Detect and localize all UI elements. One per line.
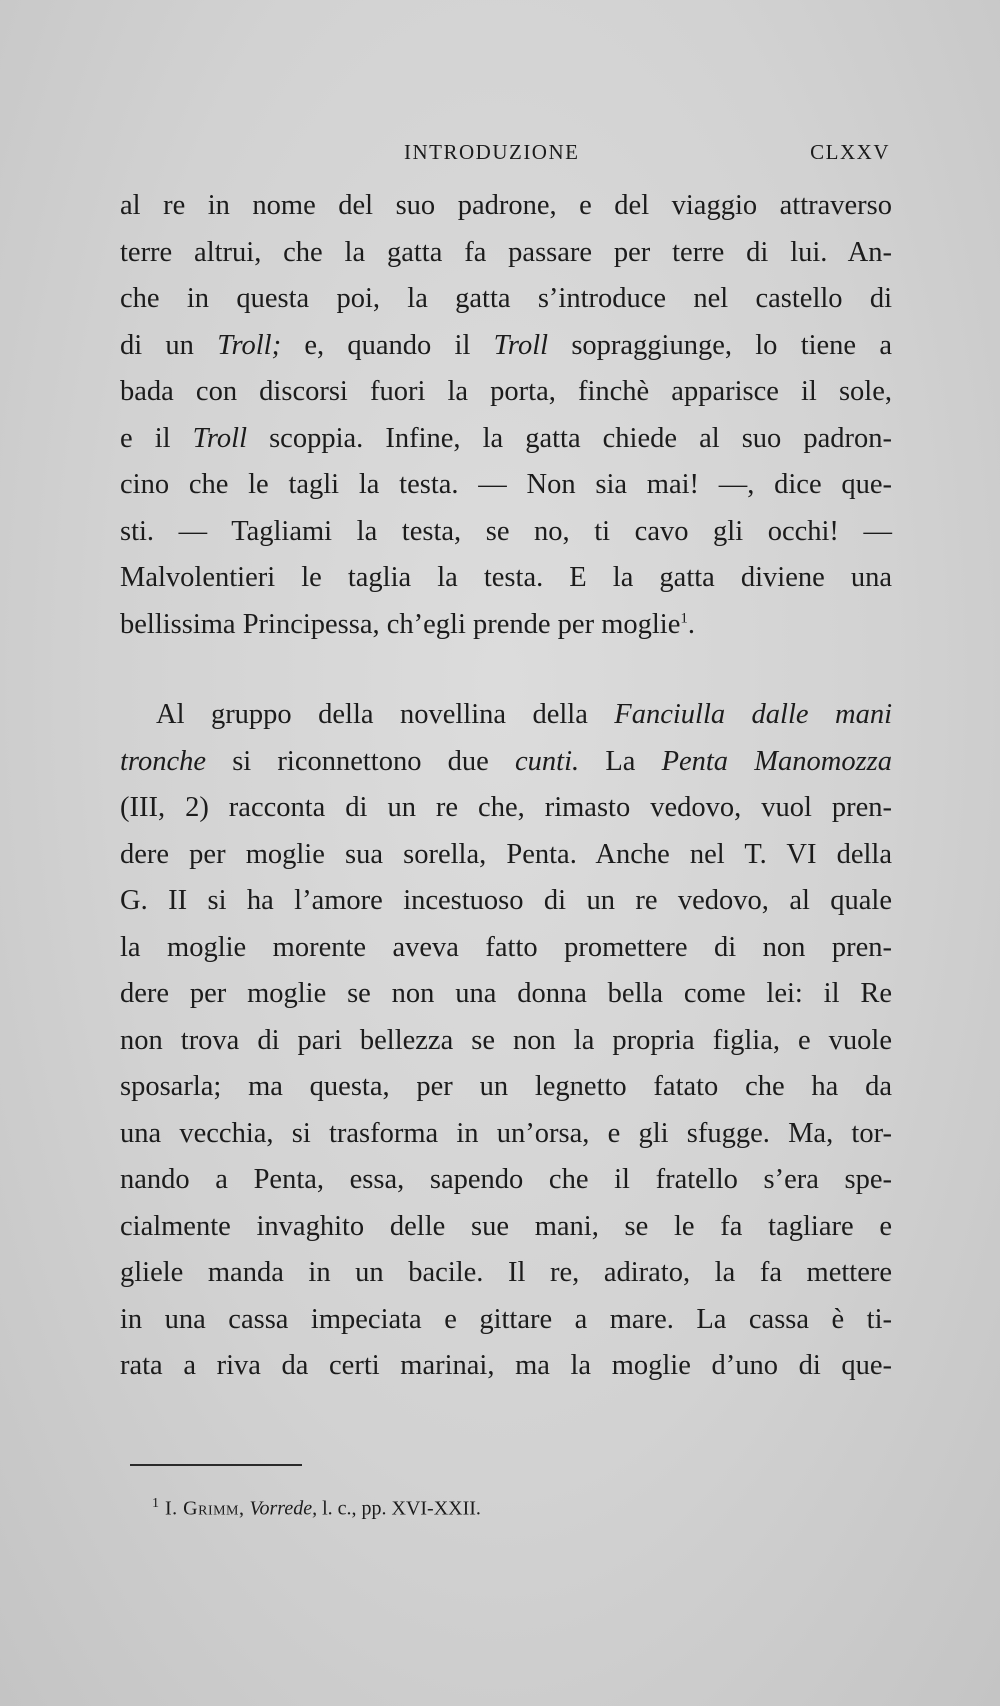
italic-term: tronche xyxy=(120,745,207,777)
text-line: (III, 2) racconta di un re che, rimasto vedovo, vuol pren- xyxy=(120,792,892,823)
text-line: tronche si riconnettono due cunti. La Penta Manomozza xyxy=(120,745,893,777)
page-number: CLXXV xyxy=(810,140,890,164)
footnote-author: I. Grimm, xyxy=(165,1497,245,1520)
text-line: al re in nome del suo padrone, e del viaggio attraverso xyxy=(120,190,892,221)
text-line: terre altrui, che la gatta fa passare per terre di lui. An- xyxy=(120,236,892,268)
italic-term: Fanciulla dalle mani xyxy=(614,699,892,730)
text-line: non trova di pari bellezza se non la propria figlia, e vuole xyxy=(120,1024,892,1056)
italic-term: Troll xyxy=(192,422,248,454)
text-line: dere per moglie se non una donna bella come lei: il Re xyxy=(120,978,892,1009)
text-line: di un Troll; e, quando il Troll sopraggiunge, lo tiene a xyxy=(120,329,892,361)
text-line: la moglie morente aveva fatto promettere di non pren- xyxy=(120,931,892,963)
footnote-rule xyxy=(130,1464,302,1466)
text-line: gliele manda in un bacile. Il re, adirato, la fa mettere xyxy=(120,1257,892,1288)
italic-term: Penta Manomozza xyxy=(661,745,893,777)
text-line: che in questa poi, la gatta s’introduce nel castello di xyxy=(120,283,892,314)
italic-term: Troll xyxy=(493,329,549,361)
italic-term: cunti. xyxy=(515,745,580,777)
text-line: sposarla; ma questa, per un legnetto fatato che ha da xyxy=(120,1071,892,1102)
text-line: Malvolentieri le taglia la testa. E la gatta diviene una xyxy=(120,562,892,593)
paragraph-2 xyxy=(120,692,892,1390)
footnote xyxy=(152,1490,852,1523)
text-line: nando a Penta, essa, sapendo che il fratello s’era spe- xyxy=(120,1164,892,1195)
text-line: G. II si ha l’amore incestuoso di un re vedovo, al quale xyxy=(120,885,892,916)
text-line: cialmente invaghito delle sue mani, se le fa tagliare e xyxy=(120,1210,892,1242)
footnote-work: Vorrede, xyxy=(249,1497,318,1520)
text-line: e il Troll scoppia. Infine, la gatta chiede al suo padron- xyxy=(120,422,892,454)
text-line: una vecchia, si trasforma in un’orsa, e gli sfugge. Ma, tor- xyxy=(120,1117,892,1149)
text-line: sti. — Tagliami la testa, se no, ti cavo gli occhi! — xyxy=(120,515,892,547)
footnote-mark: 1 xyxy=(152,1496,159,1511)
body-text xyxy=(120,183,892,1390)
italic-term: Troll; xyxy=(217,329,282,361)
footnote-reference-mark: 1 xyxy=(680,610,688,626)
paragraph-1 xyxy=(120,183,892,648)
text-line: bellissima Principessa, ch’egli prende per moglie$^1$. xyxy=(120,608,695,640)
running-head xyxy=(120,132,890,168)
chapter-title: INTRODUZIONE xyxy=(404,140,580,164)
text-line: rata a riva da certi marinai, ma la moglie d’uno di que- xyxy=(120,1350,892,1381)
text-line: Al gruppo della novellina della Fanciulla dalle mani xyxy=(156,699,892,730)
text-line: bada con discorsi fuori la porta, finchè apparisce il sole, xyxy=(120,376,892,407)
text-line: cino che le tagli la testa. — Non sia mai! —, dice que- xyxy=(120,469,892,500)
footnote-reference: l. c., pp. XVI-XXII. xyxy=(322,1497,481,1520)
text-line: in una cassa impeciata e gittare a mare. La cassa è ti- xyxy=(120,1303,892,1335)
text-line: dere per moglie sua sorella, Penta. Anche nel T. VI della xyxy=(120,838,892,870)
